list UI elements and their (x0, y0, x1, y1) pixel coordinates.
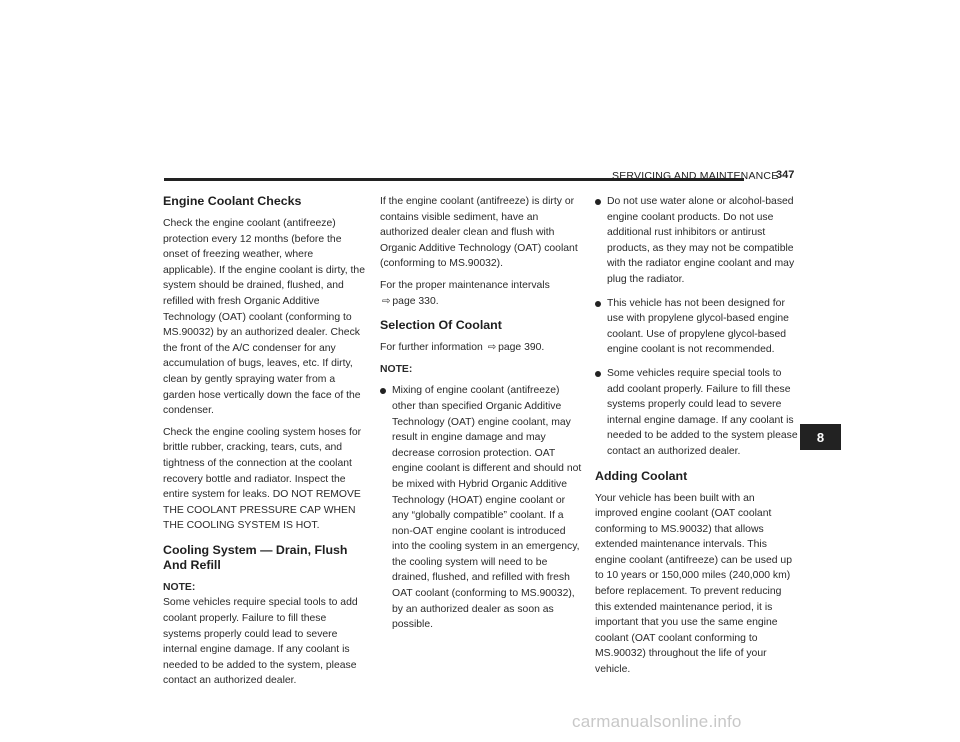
paragraph (380, 278, 584, 309)
column-middle (380, 194, 584, 641)
page-number: 347 (776, 169, 795, 181)
bullet-list (380, 383, 584, 633)
section-title: SERVICING AND MAINTENANCE (612, 170, 779, 182)
page-reference-link[interactable]: page 330. (392, 295, 439, 307)
paragraph-text: For the proper maintenance intervals (380, 279, 550, 291)
paragraph: Your vehicle has been built with an improved engine coolant (OAT coolant conforming to MS.90032) that allows extended maintenance intervals. This engine coolant (antifreeze) can be used up to 10 years or 150,000 miles (240,000 km) before replacement. To prevent reducing this extended maintenance period, it is important that you use the same engine coolant (OAT coolant conforming to MS.90032) throughout the life of your vehicle. (595, 492, 792, 676)
bullet-list (595, 194, 799, 460)
paragraph-text: For further information (380, 342, 483, 354)
note-label: NOTE: (163, 581, 196, 593)
heading-selection-of-coolant: Selection Of Coolant (380, 318, 502, 333)
paragraph (380, 340, 584, 356)
note-label: NOTE: (380, 363, 413, 375)
heading-engine-coolant-checks: Engine Coolant Checks (163, 194, 302, 208)
paragraph: Check the engine cooling system hoses for brittle rubber, cracking, tears, cuts, and tightness of the connection at the coolant recovery bottle and radiator. Inspect the entire system for leaks. DO NOT REMOVE THE COOLANT PRESSURE CAP WHEN THE COOLING SYSTEM IS HOT. (163, 426, 362, 532)
arrow-right-icon: ⇨ (487, 342, 497, 354)
paragraph: Check the engine coolant (antifreeze) protection every 12 months (before the onset of freezing weather, where applicable). If the engine coolant is dirty, the system should be drained, flushed, and refilled with fresh Organic Additive Technology (OAT) coolant (conforming to MS.90032) by an authorized dealer. Check the front of the A/C condenser for any accumulation of bugs, leaves, etc. If dirty, clean by gently spraying water from a garden hose vertically down the face of the condenser. (163, 218, 365, 417)
heading-cooling-system: Cooling System — Drain, Flush And Refill (163, 542, 348, 572)
heading-adding-coolant: Adding Coolant (595, 468, 688, 483)
list-item: This vehicle has not been designed for use with propylene glycol-based engine coolant. Use of propylene glycol-based engine coolant is not recommended. (595, 296, 799, 358)
note-text: Some vehicles require special tools to add coolant properly. Failure to fill these systems properly could lead to severe internal engine damage. If any coolant is needed to be added to the system, please contact an authorized dealer. (163, 597, 358, 687)
list-item: Some vehicles require special tools to add coolant properly. Failure to fill these systems properly could lead to severe internal engine damage. If any coolant is needed to be added to the system please contact an authorized dealer. (595, 366, 799, 460)
page-reference-link[interactable]: page 390. (498, 342, 545, 354)
column-left (163, 194, 367, 695)
paragraph: If the engine coolant (antifreeze) is dirty or contains visible sediment, have an authorized dealer clean and flush with Organic Additive Technology (OAT) coolant (conforming to MS.90032). (380, 196, 578, 270)
list-item: Mixing of engine coolant (antifreeze) other than specified Organic Additive Technology (OAT) engine coolant, may result in engine damage and may decrease corrosion protection. OAT engine coolant is different and should not be mixed with Hybrid Organic Additive Technology (HOAT) engine coolant or any “globally compatible” coolant. If a non-OAT engine coolant is introduced into the cooling system in an emergency, the cooling system will need to be drained, flushed, and refilled with fresh OAT coolant (conforming to MS.90032), by an authorized dealer as soon as possible. (380, 383, 584, 633)
list-item: Do not use water alone or alcohol-based engine coolant products. Do not use additional rust inhibitors or antirust products, as they may not be compatible with the radiator engine coolant and may plug the radiator. (595, 194, 799, 288)
arrow-right-icon: ⇨ (382, 295, 391, 307)
chapter-tab: 8 (800, 424, 841, 450)
watermark: carmanualsonline.info (572, 712, 742, 731)
column-right (595, 194, 799, 684)
